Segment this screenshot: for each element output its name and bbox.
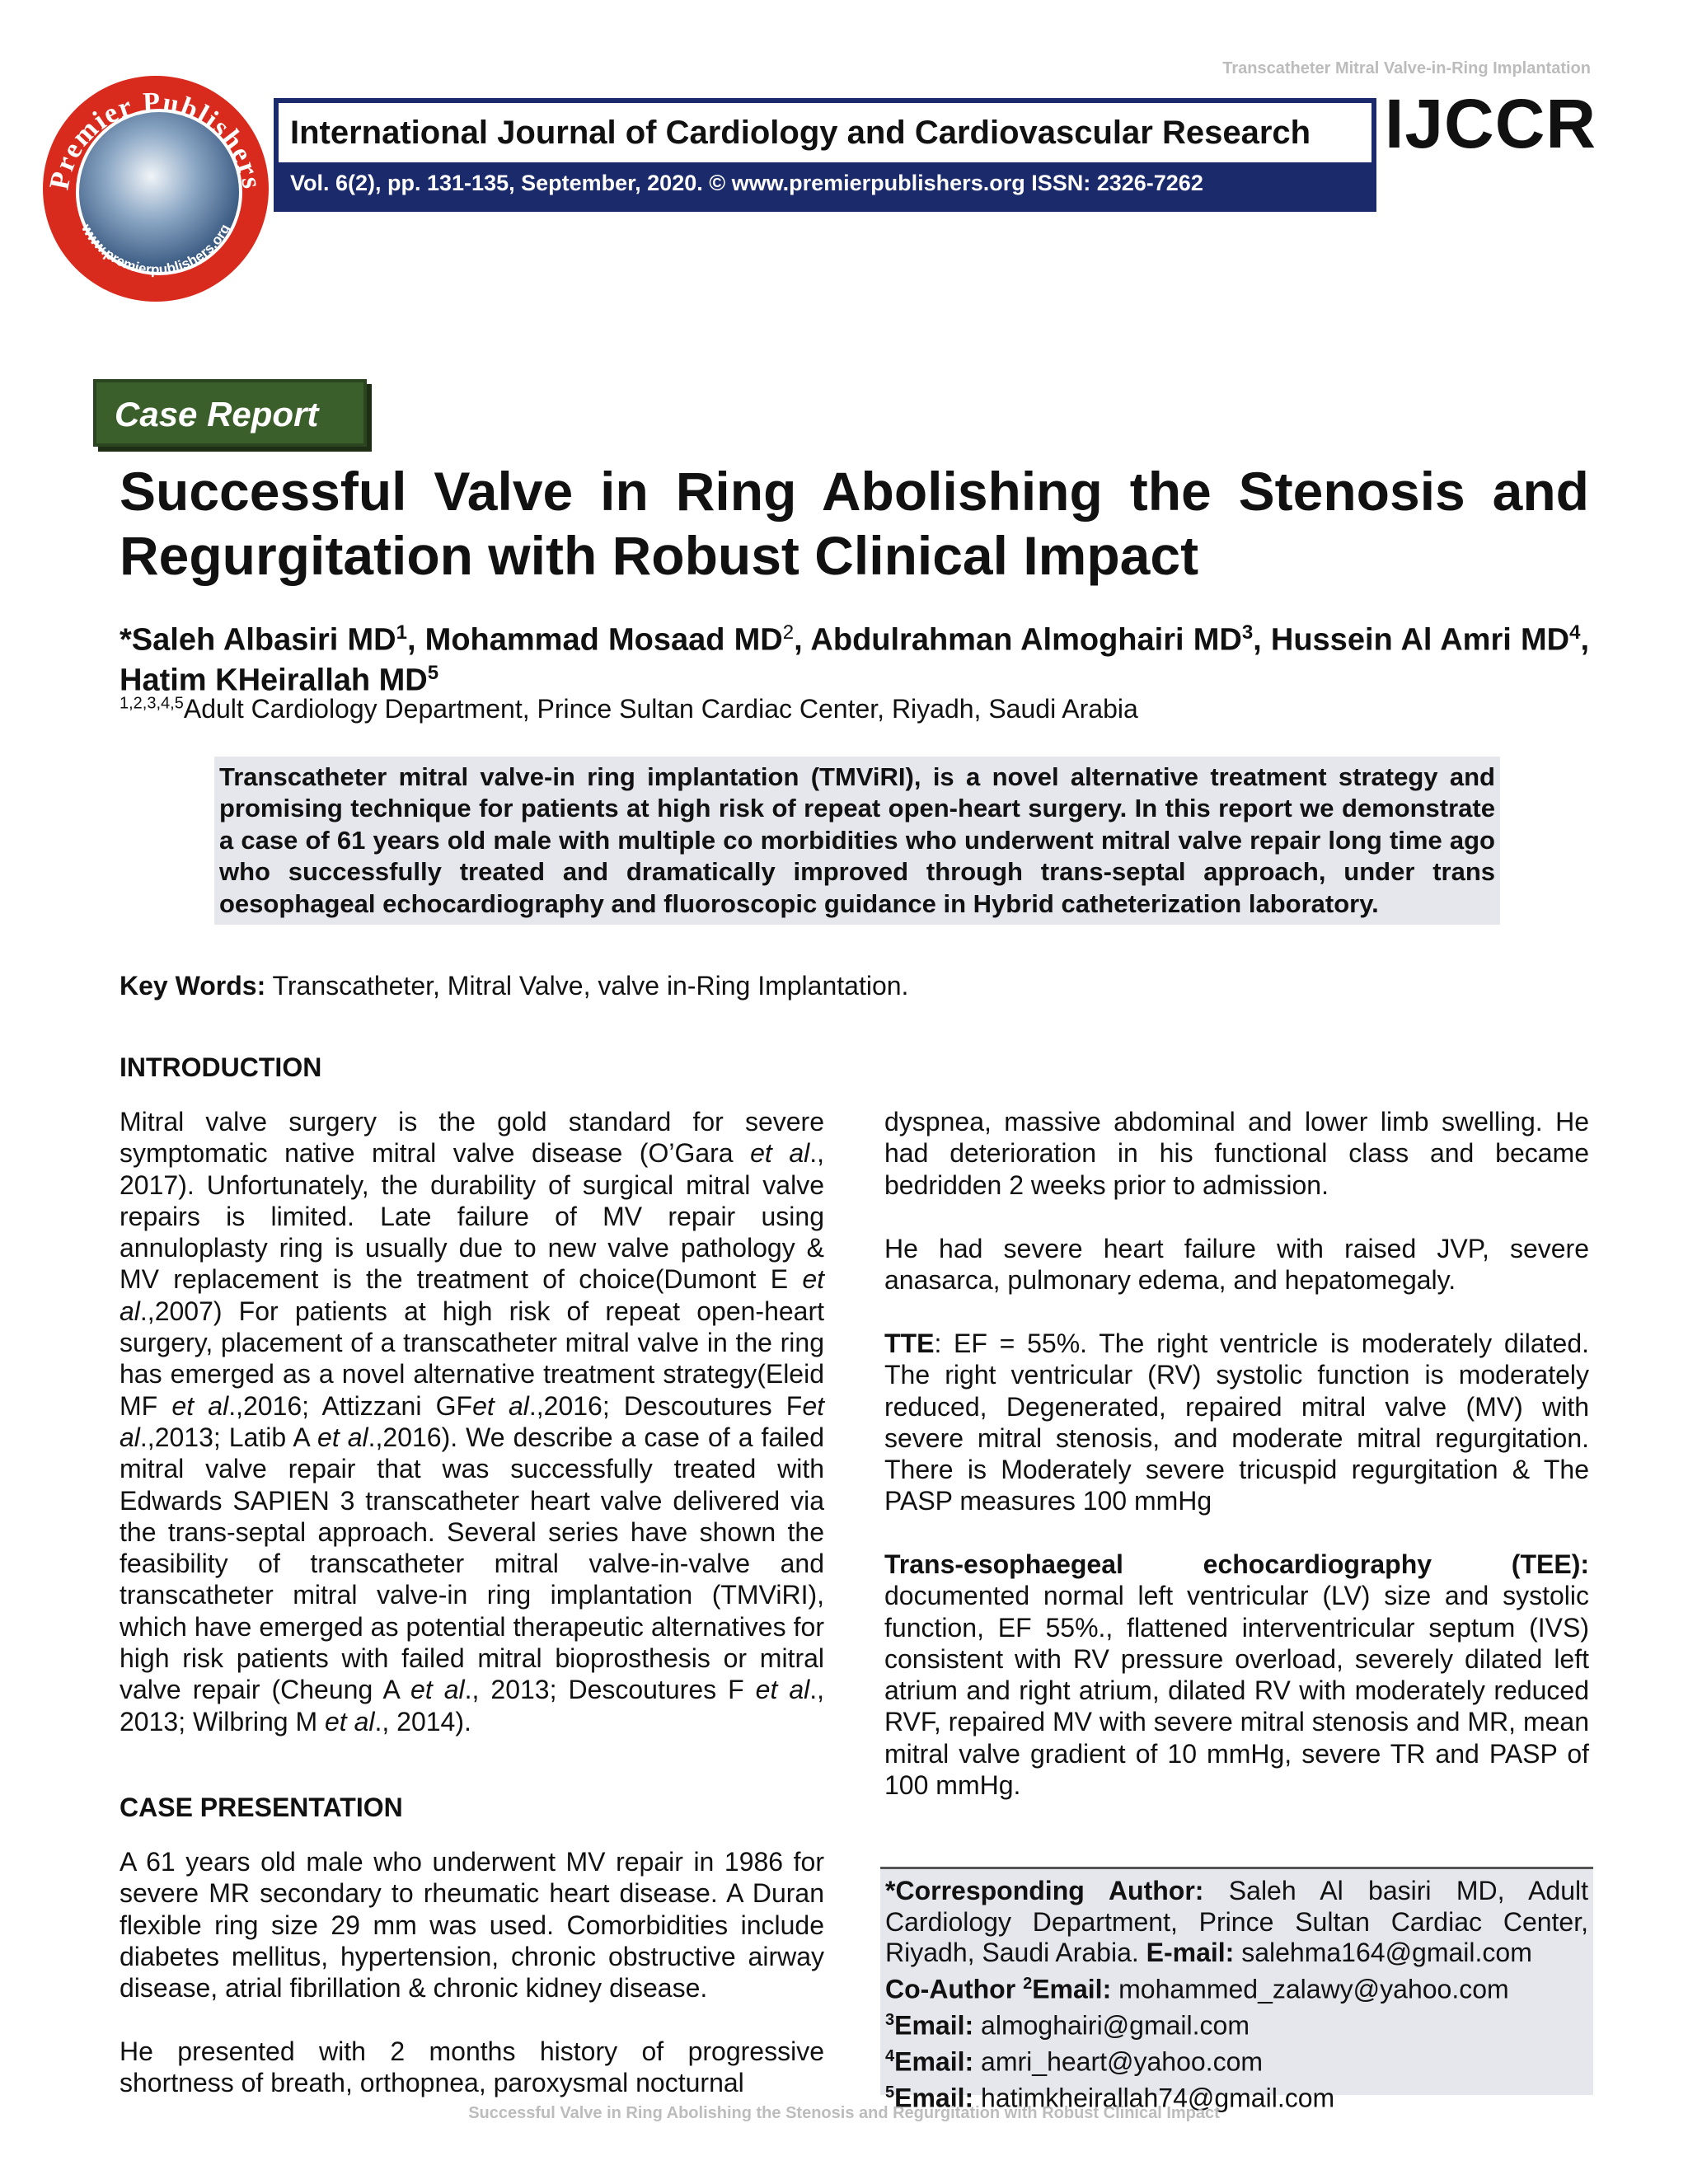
author-name: , Abdulrahman Almoghairi MD <box>794 622 1242 658</box>
author-name: , Hussein Al Amri MD <box>1253 622 1570 658</box>
affiliation-text: Adult Cardiology Department, Prince Sultan Cardiac Center, Riyadh, Saudi Arabia <box>183 694 1138 724</box>
keywords-text: Transcatheter, Mitral Valve, valve in-Ring Implantation. <box>265 971 909 1001</box>
publisher-logo <box>43 76 269 302</box>
case-paragraph: A 61 years old male who underwent MV repair in 1986 for severe MR secondary to rheumatic heart disease. A Duran flexible ring size 29 mm was used. Comorbidities include diabetes mellitus, hypertension, chronic obstructive airway disease, atrial fibrillation & chronic kidney disease. <box>120 1847 824 2004</box>
journal-banner <box>274 98 1376 212</box>
keywords <box>120 971 1589 1001</box>
article-type-tag: Case Report <box>93 379 367 447</box>
running-foot: Successful Valve in Ring Abolishing the Stenosis and Regurgitation with Robust Clinical Impact <box>468 2104 1220 2122</box>
author-list <box>120 616 1589 696</box>
journal-abbreviation: IJCCR <box>1385 85 1597 162</box>
email-link[interactable]: mohammed_zalawy@yahoo.com <box>1111 1974 1509 2004</box>
svg-text:www.premierpublishers.org: www.premierpublishers.org <box>78 221 233 278</box>
logo-ring-text <box>43 76 269 302</box>
email-link[interactable]: hatimkheirallah74@gmail.com <box>973 2083 1335 2113</box>
journal-info: Vol. 6(2), pp. 131-135, September, 2020. © www.premierpublishers.org ISSN: 2326-7262 <box>279 162 1372 207</box>
tee-paragraph: Trans-esophaegeal echocardiography (TEE): documented normal left ventricular (LV) size and systolic function, EF 55%., flattened interventricular septum (IVS) consistent with RV pressure overload, severely dilated left atrium and right atrium, dilated RV with moderately reduced RVF, repaired MV with severe mitral stenosis and MR, mean mitral valve gradient of 10 mmHg, severe TR and PASP of 100 mmHg. <box>884 1549 1589 1801</box>
section-heading-introduction: INTRODUCTION <box>120 1052 322 1082</box>
keywords-label: Key Words: <box>120 971 266 1001</box>
tte-paragraph: TTE: EF = 55%. The right ventricle is moderately dilated. The right ventricular (RV) systolic function is moderately reduced, Degenerated, repaired mitral valve (MV) with severe mitral stenosis, and moderate mitral regurgitation. There is Moderately severe tricuspid regurgitation & The PASP measures 100 mmHg <box>884 1329 1589 1516</box>
affiliation <box>120 694 1589 724</box>
author-affiliation-mark: 2 <box>782 621 795 644</box>
author-name: , Mohammad Mosaad MD <box>406 622 783 658</box>
tte-label: TTE <box>884 1329 935 1358</box>
author-name: *Saleh Albasiri MD <box>120 622 396 658</box>
tee-label: Trans-esophaegeal echocardiography (TEE): <box>884 1549 1589 1579</box>
author-name: , Hatim KHeirallah MD <box>120 622 1590 698</box>
svg-text:Premier Publishers: Premier Publishers <box>44 87 268 193</box>
journal-title: International Journal of Cardiology and Cardiovascular Research <box>290 115 1311 151</box>
abstract: Transcatheter mitral valve-in ring implantation (TMViRI), is a novel alternative treatment strategy and promising technique for patients at high risk of repeat open-heart surgery. In this report we demonstrate a case of 61 years old male with multiple co morbidities who underwent mitral valve repair long time ago who successfully treated and dramatically improved through trans-septal approach, under trans oesophageal echocardiography and fluoroscopic guidance in Hybrid catheterization laboratory. <box>214 757 1500 925</box>
article-title: Successful Valve in Ring Abolishing the Stenosis and Regurgitation with Robust Clinical Impact <box>120 461 1589 586</box>
corresponding-label: *Corresponding Author: <box>885 1876 1204 1905</box>
introduction-text: Mitral valve surgery is the gold standard for severe symptomatic native mitral valve disease (O’Gara et al., 2017). Unfortunately, the durability of surgical mitral valve repairs is limited. Late failure of MV repair using annuloplasty ring is usually due to new valve pathology & MV replacement is the treatment of choice(Dumont E et al.,2007) For patients at high risk of repeat open-heart surgery, placement of a transcatheter mitral valve in the ring has emerged as a novel alternative treatment strategy(Eleid MF et al.,2016; Attizzani GFet al.,2016; Descoutures Fet al.,2013; Latib A et al.,2016). We describe a case of a failed mitral valve repair that was successfully treated with Edwards SAPIEN 3 transcatheter heart valve delivered via the trans-septal approach. Several series have shown the feasibility of transcatheter mitral valve-in-valve and transcatheter mitral valve-in ring implantation (TMViRI), which have emerged as potential therapeutic alternatives for high risk patients with failed mitral bioprosthesis or mitral valve repair (Cheung A et al., 2013; Descoutures F et al., 2013; Wilbring M et al., 2014). <box>120 1107 825 1736</box>
email-link[interactable]: salehma164@gmail.com <box>1234 1938 1532 1967</box>
right-paragraph: He had severe heart failure with raised JVP, severe anasarca, pulmonary edema, and hepatomegaly. <box>884 1234 1589 1296</box>
email-link[interactable]: amri_heart@yahoo.com <box>973 2046 1264 2077</box>
right-paragraph: dyspnea, massive abdominal and lower limb swelling. He had deterioration in his functional class and became bedridden 2 weeks prior to admission. <box>884 1107 1589 1200</box>
author-affiliation-mark: 5 <box>427 661 439 684</box>
case-paragraph: He presented with 2 months history of progressive shortness of breath, orthopnea, paroxysmal nocturnal <box>120 2036 824 2098</box>
author-affiliation-mark: 4 <box>1569 621 1581 644</box>
affiliation-mark: 1,2,3,4,5 <box>120 694 184 713</box>
running-head: Transcatheter Mitral Valve-in-Ring Implantation <box>1222 59 1591 77</box>
corresponding-author-box: *Corresponding Author: Saleh Al basiri MD, Adult Cardiology Department, Prince Sultan Cardiac Center, Riyadh, Saudi Arabia. E-mail: salehma164@gmail.com Co-Author $^2$Email: mohammed_zalawy@yahoo.com $^3$Email: almoghairi@gmail.com $^4$Email: amri_heart@yahoo.com $^5$Email: hatimkheirallah74@gmail.com <box>880 1867 1593 2095</box>
email-link[interactable]: almoghairi@gmail.com <box>973 2010 1250 2041</box>
section-heading-case-presentation: CASE PRESENTATION <box>120 1793 403 1822</box>
author-affiliation-mark: 3 <box>1241 621 1254 644</box>
author-affiliation-mark: 1 <box>396 621 407 644</box>
